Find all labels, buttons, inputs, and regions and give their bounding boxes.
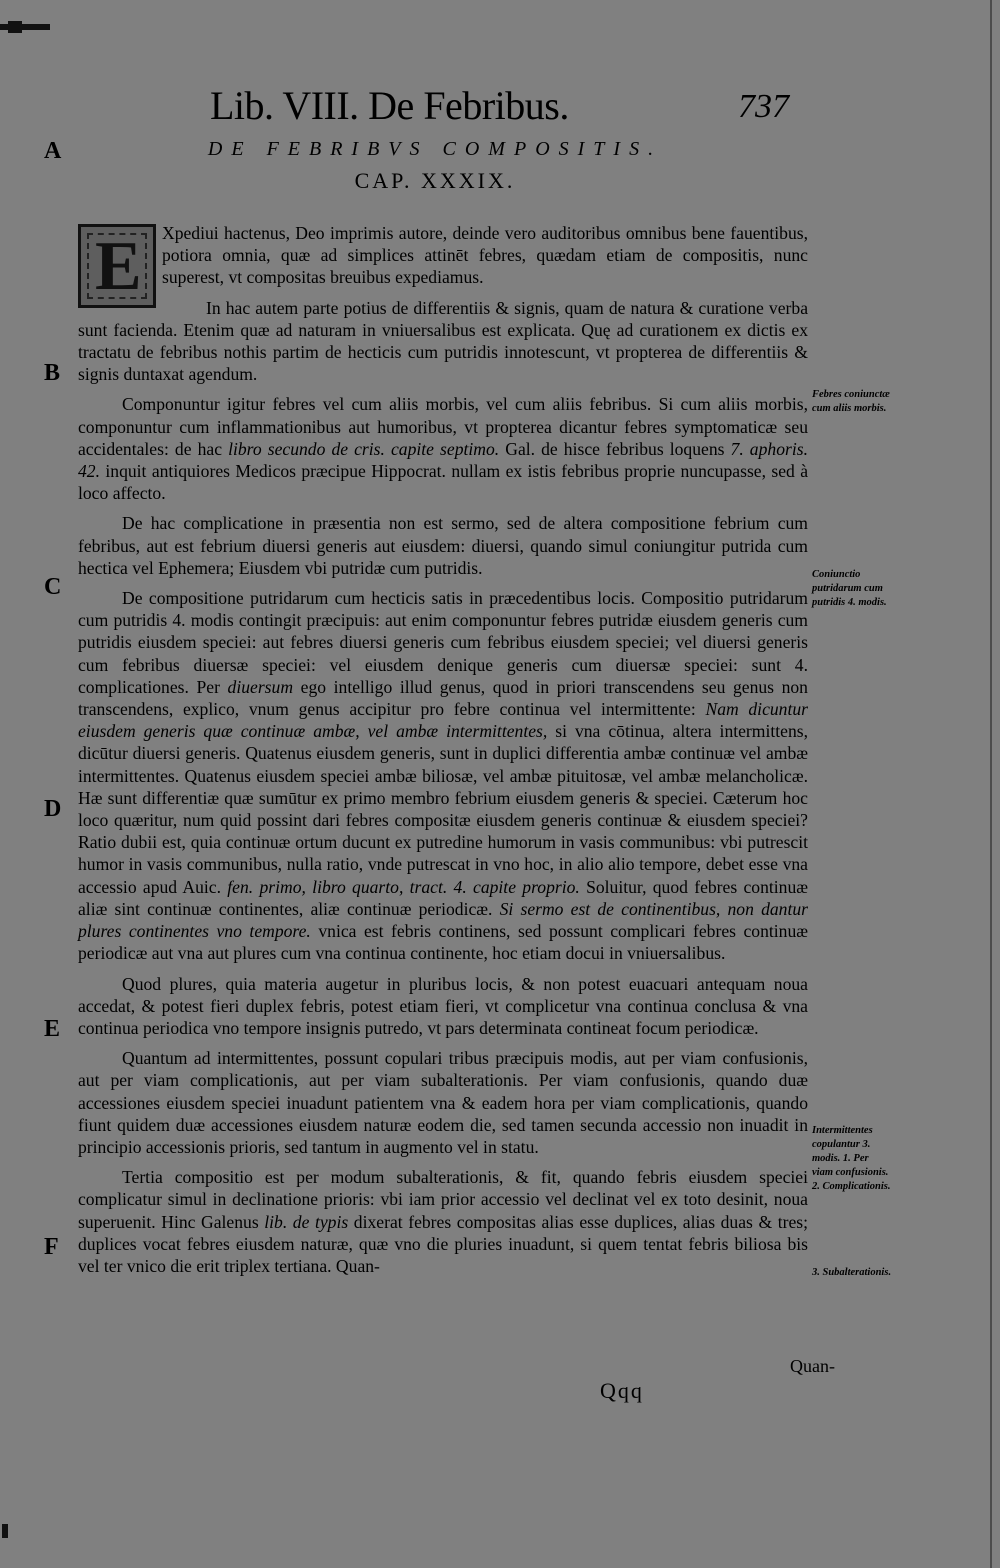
margin-letter-d: D	[44, 796, 62, 822]
paragraph-8	[78, 1166, 808, 1277]
paragraph-5-text-a: De compositione putridarum cum hecticis satis in præcedentibus locis. Compositio putridarum cum putridis 4. modis contingit præcipuis: aut enim componuntur febres putridæ eiusdem generis cum putridis eiusdem speciei: aut febres diuersi generis cum febribus eiusdem speciei; vel diuersi generis cum febribus diuersæ speciei: vel eiusdem denique generis cum diuersæ speciei: sunt 4. complicationes. Per	[78, 588, 808, 697]
marginal-note-2: Coniunctio putridarum cum putridis 4. modis.	[812, 569, 887, 608]
paragraph-3-text-c: Gal. de hisce febribus loquens	[505, 438, 725, 459]
paragraph-5	[78, 587, 808, 964]
initial-letter: E	[95, 228, 142, 305]
page-number: 737	[738, 88, 789, 125]
paragraph-8-text-c: dixerat febres compositas alias esse duplices, alias duas & tres; duplices vocat febres eiusdem naturæ, quæ vno die pluries inuadunt, si quem tentat febris biliosa bis vel ter vnico die erit triplex tertiana. Quan-	[78, 1211, 808, 1276]
catchword: Quan-	[790, 1356, 835, 1376]
paragraph-5-citation-f: fen. primo, libro quarto, tract. 4. capite proprio.	[227, 876, 580, 897]
paragraph-4: De hac complicatione in præsentia non est sermo, sed de altera compositione febrium cum febribus, aut est febrium diuersi generis aut eiusdem: diuersi, quando simul coniungitur putrida cum hectica vel Ephemera; Eiusdem vbi putridæ cum putridis.	[78, 513, 808, 578]
page-edge-line	[990, 0, 992, 1568]
paragraph-1: Xpediui hactenus, Deo imprimis autore, deinde vero auditoribus omnibus bene fauentibus, potiora omnia, quæ ad simplices attinēt febres, quædam etiam de compositis, nunc superest, vt compositas breuibus expediamus.	[162, 223, 808, 288]
paragraph-5-italic-h: Si sermo est de continentibus, non dantur plures continentes vno tempore.	[78, 898, 808, 942]
body-text	[78, 222, 808, 1285]
paragraph-3-citation-b: 7. aphoris. 42.	[78, 438, 808, 482]
chapter-number: CAP. XXXIX.	[354, 168, 516, 193]
paragraph-7: Quantum ad intermittentes, possunt copulari tribus præcipuis modis, aut per viam confusionis, aut per viam complicationis, aut per viam subalterationis. Per viam confusionis, quando duæ accessiones eiusdem speciei inuadunt patientem vna & eadem hora per viam complicationis, quando fiunt quidem duæ accessiones eiusdem naturæ eodem die, sed tamen secunda accessio non inuadit in principio accessionis prioris, sed tantum in augmento vel in statu.	[78, 1048, 808, 1157]
paragraph-5-italic-d: Nam dicuntur eiusdem generis quæ continuæ ambæ, vel ambæ intermittentes,	[78, 699, 808, 742]
paragraph-3-text-e: inquit antiquiores Medicos præcipue Hippocrat. nullam ex istis febribus proprie nuncupasse, sed à loco affecto.	[78, 461, 809, 504]
paragraph-6: Quod plures, quia materia augetur in pluribus locis, & non potest euacuari antequam noua accedat, & potest fieri duplex febris, potest etiam fieri, vt complicetur vna continua conclusa & vna continua periodica vno tempore insignis putredo, vt pars determinata contineat focum periodicæ.	[78, 973, 808, 1038]
paragraph-2: In hac autem parte potius de differentiis & signis, quam de natura & curatione verba sunt facienda. Etenim quæ ad naturam in vniuersalibus est explicata. Quę ad curationem ex dictis ex tractatu de febribus nothis partim de hecticis cum putridis innotescunt, vt propterea de differentiis & signis duntaxat agendum.	[78, 297, 808, 385]
margin-letter-c: C	[44, 574, 62, 600]
paragraph-3-citation-a: libro secundo de cris. capite septimo.	[228, 438, 500, 459]
page-footer	[560, 1356, 860, 1404]
page-edge-mark	[0, 24, 50, 30]
marginal-note-1: Febres coniunctæ cum aliis morbis.	[812, 389, 890, 414]
paragraph-5-text-i: vnica est febris continens, sed possunt complicari febres continuæ periodicæ aut vna aut plures cum vna continua continente, hoc etiam docui in vniuersalibus.	[78, 921, 809, 964]
margin-letter-f: F	[44, 1234, 59, 1260]
signature-mark: Qqq	[600, 1378, 644, 1403]
running-title: Lib. VIII. De Febribus.	[210, 83, 569, 128]
margin-letter-e: E	[44, 1016, 61, 1042]
margin-letter-b: B	[44, 360, 61, 386]
paragraph-5-text-c: ego intelligo illud genus, quod in priori transcendens seu genus non transcendens, explico, vnum genus accipitur pro febre continua vel intermittente:	[78, 676, 808, 720]
paragraph-3-text-a: Componuntur igitur febres vel cum aliis morbis, vel cum aliis febribus. Si cum aliis morbis, componuntur cum inflammationibus aut humoribus, vt propterea dicantur febres symptomaticæ seu accidentales: de hac	[78, 394, 808, 459]
chapter-title: DE FEBRIBVS COMPOSITIS.	[207, 138, 663, 160]
paragraph-3	[78, 393, 808, 504]
margin-letter-a: A	[44, 138, 62, 164]
marginal-note-4: 3. Subalterationis.	[812, 1267, 892, 1278]
marginal-note-3: Intermittentes copulantur 3. modis. 1. Per viam confusionis. 2. Complicationis.	[812, 1125, 891, 1192]
paragraph-8-citation-b: lib. de typis	[264, 1211, 349, 1232]
paragraph-5-text-g: Soluitur, quod febres continuæ aliæ sint continuæ continentes, aliæ continuæ periodicæ.	[78, 876, 808, 919]
paragraph-5-text-e: si vna cōtinua, altera intermittens, dicūtur diuersi generis. Quatenus eiusdem generis, sunt in duplici differentia ambæ continuæ vel ambæ intermittentes. Quatenus eiusdem speciei ambæ biliosæ, vel ambæ pituitosæ, vel ambæ melancholicæ. Hæ sunt differentiæ quæ sumūtur ex primo membro febrium eiusdem generis & speciei. Cæterum hoc loco quæritur, num quid possint dari febres compositæ eiusdem generis continuæ & eiusdem speciei? Ratio dubii est, quia continuæ ortum ducunt ex putredine humorum in vasis communibus: vbi putrescit humor in vasis communibus, nulla ratio, vnde putrescat in vno hoc, in alio alio tempore, debet esse vna accessio apud Auic.	[78, 721, 808, 897]
decorated-initial	[78, 224, 156, 308]
running-head	[210, 82, 790, 129]
paragraph-5-italic-b: diuersum	[227, 676, 294, 697]
page-edge-tick	[2, 1524, 8, 1538]
paragraph-8-text-a: Tertia compositio est per modum subalterationis, & fit, quando febris eiusdem speciei complicatur simul in declinatione prioris: vbi iam prior accessio vel declinat vel ex toto desinit, noua superuenit. Hinc Galenus	[78, 1167, 808, 1232]
